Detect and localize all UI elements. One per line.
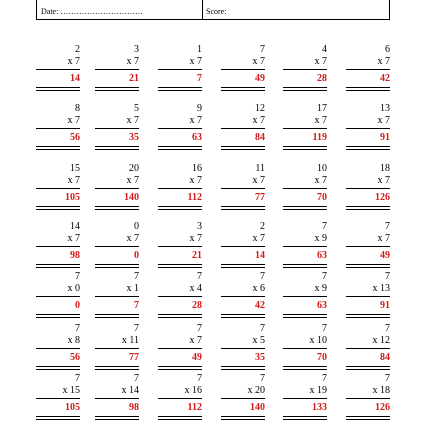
underline [95,188,139,189]
answer-rule [158,317,202,318]
answer: 70 [317,352,327,363]
multiplier: x 7 [126,175,139,186]
answer-rule [283,209,327,210]
answer-rule [36,149,80,150]
answer: 42 [255,300,265,311]
multiplication-problem [346,324,390,374]
multiplication-problem [283,164,327,214]
multiplicand: 18 [380,163,390,174]
multiplicand: 3 [197,221,202,232]
answer-rule [283,206,327,207]
answer: 77 [129,352,139,363]
multiplicand: 7 [322,271,327,282]
multiplier: x 7 [377,56,390,67]
multiplicand: 5 [134,103,139,114]
underline [221,296,265,297]
answer-rule [221,146,265,147]
answer: 70 [317,192,327,203]
underline [36,188,80,189]
answer-rule [95,209,139,210]
multiplicand: 7 [260,373,265,384]
answer-rule [346,369,390,370]
multiplication-problem [346,164,390,214]
multiplicand: 1 [197,44,202,55]
multiplication-problem [346,222,390,272]
answer-rule [158,90,202,91]
underline [95,246,139,247]
answer-rule [346,149,390,150]
answer: 112 [187,402,202,413]
answer-rule [283,149,327,150]
answer: 14 [70,73,80,84]
underline [221,128,265,129]
answer-rule [36,317,80,318]
answer-rule [95,87,139,88]
multiplicand: 10 [317,163,327,174]
multiplicand: 7 [385,373,390,384]
multiplicand: 11 [255,163,265,174]
underline [221,246,265,247]
answer-rule [346,416,390,417]
underline [221,348,265,349]
answer: 21 [192,250,202,261]
answer-rule [346,209,390,210]
multiplicand: 7 [385,323,390,334]
multiplicand: 17 [317,103,327,114]
underline [283,128,327,129]
answer-rule [221,314,265,315]
underline [36,398,80,399]
answer-rule [221,416,265,417]
answer-rule [283,90,327,91]
multiplication-problem [36,374,80,424]
answer-rule [95,146,139,147]
answer: 35 [129,132,139,143]
answer-rule [283,369,327,370]
underline [346,69,390,70]
answer-rule [158,416,202,417]
multiplication-problem [221,324,265,374]
answer: 7 [134,300,139,311]
multiplicand: 7 [75,373,80,384]
answer-rule [36,267,80,268]
multiplication-problem [95,272,139,322]
multiplication-problem [158,272,202,322]
underline [158,398,202,399]
answer-rule [36,206,80,207]
answer: 63 [192,132,202,143]
multiplication-problem [346,374,390,424]
multiplicand: 7 [134,271,139,282]
multiplication-problem [36,164,80,214]
multiplication-problem [221,374,265,424]
answer-rule [221,206,265,207]
underline [283,188,327,189]
underline [95,296,139,297]
multiplicand: 7 [134,373,139,384]
multiplicand: 20 [129,163,139,174]
multiplier: x 7 [252,115,265,126]
underline [346,348,390,349]
answer-rule [36,87,80,88]
multiplication-problem [283,45,327,95]
multiplicand: 13 [380,103,390,114]
underline [158,246,202,247]
multiplier: x 7 [252,56,265,67]
multiplicand: 7 [260,271,265,282]
answer-rule [158,267,202,268]
answer-rule [346,146,390,147]
answer: 140 [124,192,139,203]
answer: 126 [375,192,390,203]
multiplier: x 7 [67,115,80,126]
answer-rule [158,206,202,207]
multiplication-problem [158,222,202,272]
answer: 98 [129,402,139,413]
underline [221,188,265,189]
multiplicand: 6 [385,44,390,55]
answer-rule [283,314,327,315]
header-divider [202,0,203,19]
multiplier: x 7 [67,56,80,67]
answer: 98 [70,250,80,261]
underline [36,246,80,247]
multiplication-problem [346,104,390,154]
multiplicand: 0 [134,221,139,232]
multiplier: x 7 [189,115,202,126]
multiplicand: 7 [385,221,390,232]
answer: 77 [255,192,265,203]
underline [283,348,327,349]
answer-rule [221,317,265,318]
multiplication-problem [95,164,139,214]
multiplicand: 14 [70,221,80,232]
multiplication-problem [36,324,80,374]
answer: 21 [129,73,139,84]
multiplicand: 12 [255,103,265,114]
answer-rule [36,369,80,370]
multiplier: x 7 [252,175,265,186]
multiplier: x 7 [189,56,202,67]
answer: 49 [380,250,390,261]
underline [283,398,327,399]
answer-rule [95,149,139,150]
answer: 42 [380,73,390,84]
multiplier: x 14 [121,385,139,396]
multiplier: x 12 [372,335,390,346]
multiplicand: 9 [197,103,202,114]
answer: 126 [375,402,390,413]
underline [221,398,265,399]
answer-rule [36,90,80,91]
multiplier: x 7 [126,56,139,67]
multiplicand: 7 [197,323,202,334]
answer-rule [283,87,327,88]
multiplier: x 7 [314,56,327,67]
multiplier: x 7 [67,233,80,244]
answer-rule [36,314,80,315]
multiplicand: 7 [322,323,327,334]
multiplication-problem [346,272,390,322]
answer-rule [346,206,390,207]
multiplication-problem [36,272,80,322]
multiplication-problem [283,374,327,424]
multiplication-problem [221,222,265,272]
multiplication-problem [221,272,265,322]
answer-rule [283,317,327,318]
answer: 84 [380,352,390,363]
answer-rule [95,369,139,370]
underline [283,246,327,247]
multiplier: x 7 [189,175,202,186]
underline [158,348,202,349]
underline [158,128,202,129]
answer-rule [95,366,139,367]
multiplier: x 0 [67,283,80,294]
answer: 35 [255,352,265,363]
multiplier: x 7 [377,175,390,186]
multiplicand: 7 [197,271,202,282]
date-label: Date: …………………………. [41,7,143,16]
answer-rule [36,416,80,417]
underline [346,128,390,129]
multiplication-problem [158,324,202,374]
answer-rule [221,87,265,88]
multiplier: x 7 [314,175,327,186]
multiplier: x 19 [309,385,327,396]
answer: 133 [312,402,327,413]
multiplier: x 18 [372,385,390,396]
multiplicand: 8 [75,103,80,114]
score-label: Score: [206,7,227,16]
underline [95,128,139,129]
answer-rule [158,87,202,88]
multiplicand: 2 [260,221,265,232]
underline [346,188,390,189]
answer: 28 [317,73,327,84]
answer-rule [158,264,202,265]
multiplicand: 3 [134,44,139,55]
multiplicand: 2 [75,44,80,55]
answer-rule [95,264,139,265]
multiplier: x 4 [189,283,202,294]
underline [95,398,139,399]
answer: 56 [70,352,80,363]
answer-rule [346,314,390,315]
multiplicand: 7 [75,323,80,334]
answer: 0 [134,250,139,261]
multiplier: x 9 [314,233,327,244]
underline [346,398,390,399]
answer-rule [221,267,265,268]
multiplication-problem [95,104,139,154]
answer-rule [346,317,390,318]
multiplicand: 7 [260,323,265,334]
answer: 7 [197,73,202,84]
multiplier: x 7 [314,115,327,126]
answer: 119 [312,132,327,143]
multiplier: x 7 [189,233,202,244]
answer: 112 [187,192,202,203]
multiplier: x 6 [252,283,265,294]
multiplicand: 7 [322,221,327,232]
underline [221,69,265,70]
multiplier: x 1 [126,283,139,294]
multiplicand: 15 [70,163,80,174]
underline [346,246,390,247]
answer: 91 [380,300,390,311]
multiplicand: 7 [260,44,265,55]
multiplication-problem [158,374,202,424]
multiplier: x 7 [126,233,139,244]
multiplication-problem [346,45,390,95]
answer-rule [221,149,265,150]
multiplication-problem [36,104,80,154]
multiplier: x 16 [184,385,202,396]
answer-rule [95,317,139,318]
multiplier: x 8 [67,335,80,346]
multiplication-problem [221,104,265,154]
multiplication-problem [221,164,265,214]
answer-rule [221,369,265,370]
answer: 63 [317,250,327,261]
underline [158,69,202,70]
answer-rule [283,264,327,265]
underline [36,296,80,297]
answer-rule [346,90,390,91]
answer-rule [158,366,202,367]
answer-rule [346,87,390,88]
answer-rule [221,209,265,210]
answer-rule [95,206,139,207]
answer: 49 [255,73,265,84]
underline [158,188,202,189]
multiplication-problem [36,222,80,272]
answer: 105 [65,402,80,413]
answer-rule [346,264,390,265]
answer-rule [158,149,202,150]
worksheet-header [36,0,390,20]
underline [36,128,80,129]
answer: 91 [380,132,390,143]
answer-rule [221,90,265,91]
multiplicand: 7 [134,323,139,334]
underline [36,69,80,70]
multiplication-problem [283,222,327,272]
answer-rule [221,264,265,265]
answer-rule [283,366,327,367]
multiplication-problem [95,324,139,374]
underline [95,348,139,349]
answer-rule [95,416,139,417]
answer: 105 [65,192,80,203]
answer-rule [95,314,139,315]
answer-rule [36,146,80,147]
multiplication-problem [158,45,202,95]
answer-rule [158,314,202,315]
answer: 63 [317,300,327,311]
answer: 49 [192,352,202,363]
answer-rule [283,146,327,147]
answer-rule [36,366,80,367]
multiplication-problem [283,104,327,154]
multiplication-problem [36,45,80,95]
underline [346,296,390,297]
answer-rule [36,264,80,265]
multiplier: x 13 [372,283,390,294]
multiplier: x 20 [247,385,265,396]
answer-rule [283,267,327,268]
answer: 84 [255,132,265,143]
underline [95,69,139,70]
answer-rule [158,209,202,210]
multiplication-problem [158,164,202,214]
multiplication-problem [221,45,265,95]
multiplier: x 10 [309,335,327,346]
multiplier: x 7 [189,335,202,346]
multiplier: x 11 [121,335,139,346]
answer-rule [158,369,202,370]
answer-rule [346,366,390,367]
multiplier: x 9 [314,283,327,294]
answer: 28 [192,300,202,311]
multiplication-problem [158,104,202,154]
multiplicand: 7 [385,271,390,282]
multiplier: x 7 [377,115,390,126]
multiplier: x 15 [62,385,80,396]
multiplicand: 7 [197,373,202,384]
answer-rule [36,209,80,210]
multiplicand: 7 [75,271,80,282]
multiplicand: 16 [192,163,202,174]
underline [283,69,327,70]
answer: 140 [250,402,265,413]
underline [158,296,202,297]
answer-rule [158,146,202,147]
answer: 56 [70,132,80,143]
multiplier: x 7 [252,233,265,244]
multiplier: x 7 [126,115,139,126]
underline [283,296,327,297]
answer-rule [283,416,327,417]
answer-rule [95,90,139,91]
multiplicand: 4 [322,44,327,55]
answer: 14 [255,250,265,261]
answer-rule [221,366,265,367]
multiplication-problem [283,324,327,374]
answer: 0 [75,300,80,311]
multiplier: x 7 [67,175,80,186]
multiplicand: 7 [322,373,327,384]
multiplier: x 7 [377,233,390,244]
multiplication-problem [95,374,139,424]
answer-rule [95,267,139,268]
multiplier: x 5 [252,335,265,346]
multiplication-problem [95,222,139,272]
answer-rule [346,267,390,268]
underline [36,348,80,349]
multiplication-problem [283,272,327,322]
multiplication-problem [95,45,139,95]
